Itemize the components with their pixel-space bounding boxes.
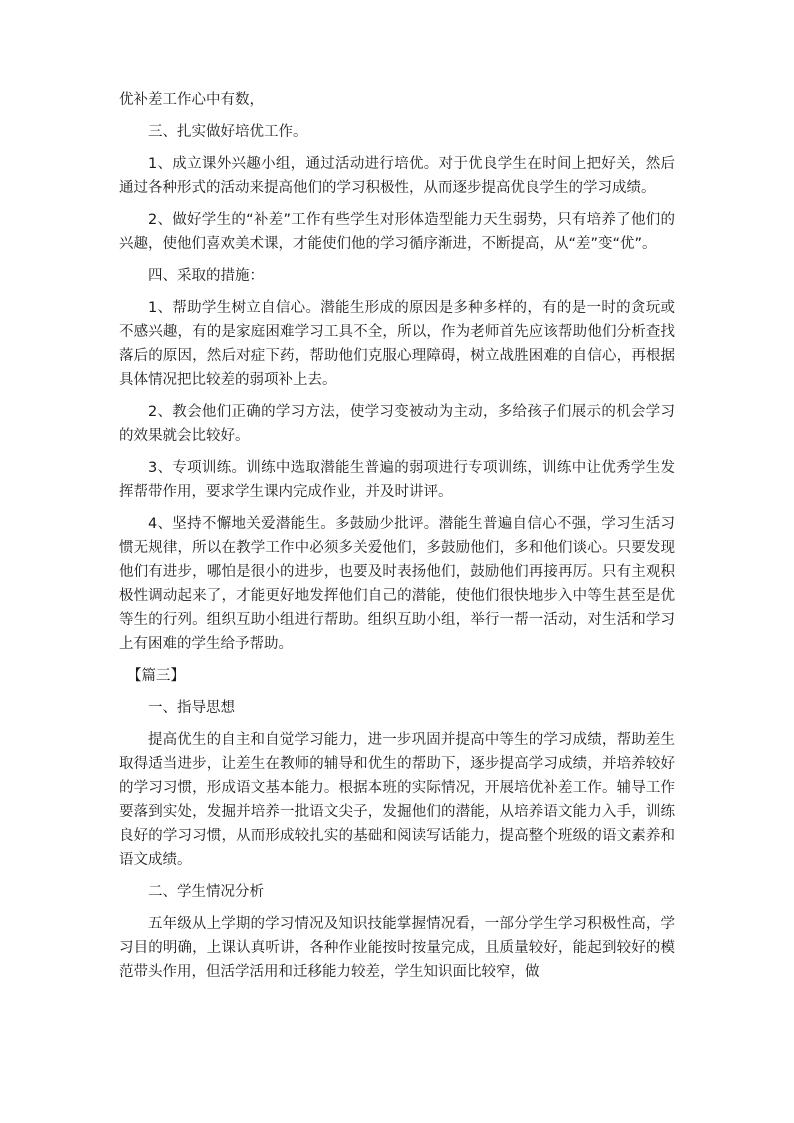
- paragraph-3-2: 2、做好学生的“补差”工作有些学生对形体造型能力天生弱势，只有培养了他们的兴趣，使他们喜欢美术课，才能使们他的学习循序渐进，不断提高，从“差”变“优”。: [119, 212, 675, 252]
- section-heading-3: 三、扎实做好培优工作。: [148, 124, 308, 140]
- paragraph-4-4: 4、坚持不懈地关爱潜能生。多鼓励少批评。潜能生普遍自信心不强，学习生活习惯无规律，所以在教学工作中必须多关爱他们，多鼓励他们，多和他们谈心。只要发现他们有进步，哪怕是很小的进步，也要及时表扬他们，鼓励他们再接再厉。只有主观积极性调动起来了，才能更好地发挥他们自己的潜能，使他们很快地步入中等生甚至是优等生的行列。组织互助小组进行帮助。组织互助小组，举行一帮一活动，对生活和学习上有困难的学生给予帮助。: [119, 516, 675, 652]
- section-heading-4: 四、采取的措施：: [148, 268, 264, 284]
- spacer: [119, 448, 675, 456]
- spacer: [119, 112, 675, 120]
- document-body: [119, 88, 675, 984]
- spacer: [119, 720, 675, 728]
- spacer: [119, 144, 675, 152]
- spacer: [119, 200, 675, 208]
- spacer: [119, 392, 675, 400]
- section-heading-guiding-ideology: 一、指导思想: [148, 700, 235, 716]
- paragraph-guiding-ideology: 提高优生的自主和自觉学习能力，进一步巩固并提高中等生的学习成绩，帮助差生取得适当进步，让差生在教师的辅导和优生的帮助下，逐步提高学习成绩，并培养较好的学习习惯，形成语文基本能力。根据本班的实际情况，开展培优补差工作。辅导工作要落到实处，发掘并培养一批语文尖子，发掘他们的潜能，从培养语文能力入手，训练良好的学习习惯，从而形成较扎实的基础和阅读写话能力，提高整个班级的语文素养和语文成绩。: [119, 732, 675, 868]
- spacer: [119, 256, 675, 264]
- spacer: [119, 504, 675, 512]
- paragraph-student-analysis: 五年级从上学期的学习情况及知识技能掌握情况看，一部分学生学习积极性高，学习目的明确，上课认真听讲，各种作业能按时按量完成，且质量较好，能起到较好的模范带头作用，但活学活用和迁移能力较差，学生知识面比较窄，做: [119, 916, 675, 980]
- paragraph-4-2: 2、教会他们正确的学习方法，使学习变被动为主动，多给孩子们展示的机会学习的效果就会比较好。: [119, 404, 675, 444]
- spacer: [119, 656, 675, 664]
- paragraph-continuation: 优补差工作心中有数，: [119, 92, 264, 108]
- part-heading: 【篇三】: [127, 668, 185, 684]
- section-heading-student-analysis: 二、学生情况分析: [148, 884, 264, 900]
- paragraph-4-1: 1、帮助学生树立自信心。潜能生形成的原因是多种多样的，有的是一时的贪玩或不感兴趣，有的是家庭困难学习工具不全，所以，作为老师首先应该帮助他们分析查找落后的原因，然后对症下药，帮助他们克服心理障碍，树立战胜困难的自信心，再根据具体情况把比较差的弱项补上去。: [119, 300, 675, 388]
- paragraph-4-3: 3、专项训练。训练中选取潜能生普遍的弱项进行专项训练，训练中让优秀学生发挥帮带作用，要求学生课内完成作业，并及时讲评。: [119, 460, 675, 500]
- paragraph-3-1: 1、成立课外兴趣小组，通过活动进行培优。对于优良学生在时间上把好关，然后通过各种形式的活动来提高他们的学习积极性，从而逐步提高优良学生的学习成绩。: [119, 156, 675, 196]
- spacer: [119, 688, 675, 696]
- spacer: [119, 904, 675, 912]
- spacer: [119, 872, 675, 880]
- spacer: [119, 288, 675, 296]
